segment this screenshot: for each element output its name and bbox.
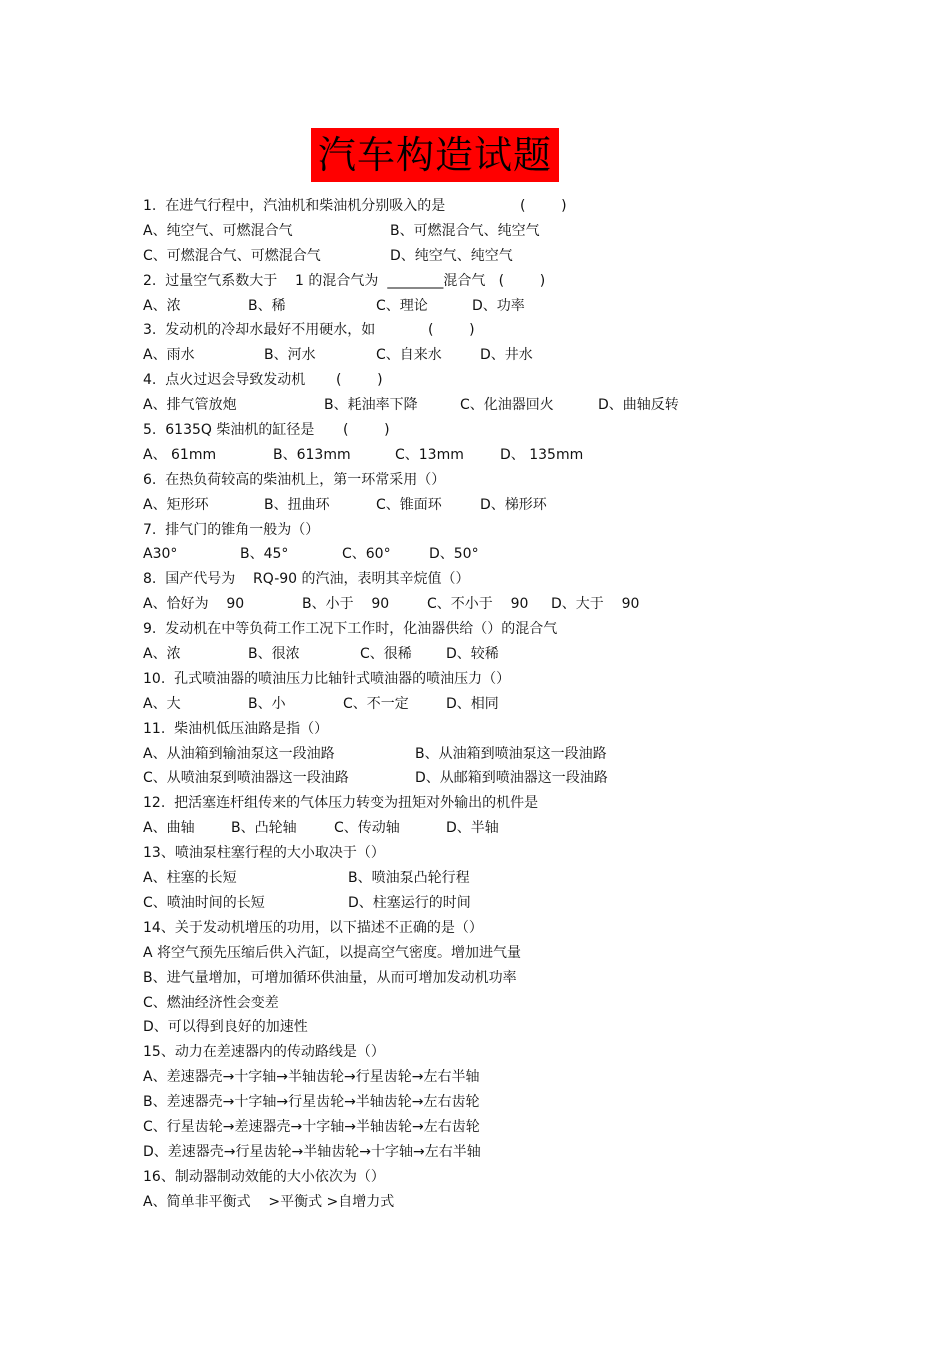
line-segment: ( ): [428, 322, 475, 339]
line-segment: ( ): [343, 422, 390, 439]
text-line: [143, 791, 803, 816]
line-segment: 11. 柴油机低压油路是指（）: [143, 720, 329, 737]
line-segment: C、理论: [376, 297, 428, 314]
line-segment: B、小于 90: [302, 596, 390, 613]
line-segment: A、 61mm: [143, 446, 217, 463]
text-line: [143, 244, 803, 269]
line-segment: D、 135mm: [500, 446, 584, 463]
line-segment: B、耗油率下降: [324, 397, 418, 414]
line-segment: C、不小于 90: [427, 596, 529, 613]
text-line: [143, 617, 803, 642]
line-segment: 9. 发动机在中等负荷工作工况下工作时，化油器供给（）的混合气: [143, 621, 558, 638]
line-segment: B、很浓: [248, 646, 300, 663]
line-segment: C、燃油经济性会变差: [143, 994, 279, 1011]
text-line: [143, 667, 803, 692]
text-line: [143, 1040, 803, 1065]
line-segment: A、简单非平衡式 >平衡式 >自增力式: [143, 1193, 395, 1210]
line-segment: C、化油器回火: [460, 397, 554, 414]
line-segment: A、柱塞的长短: [143, 870, 237, 887]
text-line: [143, 194, 803, 219]
line-segment: A、浓: [143, 297, 181, 314]
line-segment: C、很稀: [360, 646, 412, 663]
line-segment: ( ): [520, 198, 567, 214]
line-segment: D、差速器壳→行星齿轮→半轴齿轮→十字轴→左右半轴: [143, 1143, 481, 1160]
line-segment: D、功率: [472, 297, 525, 314]
text-line: [143, 443, 803, 468]
text-line: [143, 468, 803, 493]
line-segment: 14、关于发动机增压的功用，以下描述不正确的是（）: [143, 919, 483, 936]
line-segment: 1. 在进气行程中，汽油机和柴油机分别吸入的是: [143, 198, 446, 214]
line-segment: 4. 点火过迟会导致发动机: [143, 372, 306, 389]
line-segment: B、可燃混合气、纯空气: [390, 222, 540, 239]
text-line: [143, 567, 803, 592]
line-segment: B、613mm: [273, 446, 351, 463]
text-line: [143, 642, 803, 667]
line-segment: 12. 把活塞连杆组传来的气体压力转变为扭矩对外输出的机件是: [143, 795, 539, 812]
line-segment: B、喷油泵凸轮行程: [348, 870, 470, 887]
text-line: [143, 542, 803, 567]
text-line: [143, 991, 803, 1016]
line-segment: C、13mm: [395, 446, 464, 463]
line-segment: A、纯空气、可燃混合气: [143, 222, 293, 239]
line-segment: B、小: [248, 695, 286, 712]
text-line: [143, 742, 803, 767]
line-segment: A、恰好为 90: [143, 596, 245, 613]
line-segment: B、河水: [264, 347, 316, 364]
line-segment: C、传动轴: [334, 820, 400, 837]
text-line: [143, 1090, 803, 1115]
line-segment: C、喷油时间的长短: [143, 894, 265, 911]
line-segment: B、进气量增加，可增加循环供油量，从而可增加发动机功率: [143, 969, 517, 986]
line-segment: D、井水: [480, 347, 533, 364]
line-segment: D、纯空气、纯空气: [390, 247, 513, 264]
line-segment: 2. 过量空气系数大于 1 的混合气为 ________混合气 ( ): [143, 272, 546, 289]
text-line: [143, 318, 803, 343]
line-segment: D、较稀: [446, 646, 499, 663]
line-segment: D、大于 90: [551, 596, 640, 613]
line-segment: C、可燃混合气、可燃混合气: [143, 247, 321, 264]
line-segment: C、从喷油泵到喷油器这一段油路: [143, 770, 349, 787]
text-line: [143, 294, 803, 319]
line-segment: A、雨水: [143, 347, 195, 364]
title-banner: [311, 128, 559, 182]
line-segment: D、相同: [446, 695, 499, 712]
line-segment: C、自来水: [376, 347, 442, 364]
line-segment: D、半轴: [446, 820, 499, 837]
text-line: [143, 219, 803, 244]
line-segment: D、从邮箱到喷油器这一段油路: [415, 770, 608, 787]
text-line: [143, 966, 803, 991]
line-segment: A、差速器壳→十字轴→半轴齿轮→行星齿轮→左右半轴: [143, 1069, 480, 1086]
line-segment: A、浓: [143, 646, 181, 663]
line-segment: C、60°: [342, 546, 391, 563]
line-segment: D、50°: [429, 546, 479, 563]
line-segment: D、梯形环: [480, 496, 547, 513]
line-segment: ( ): [336, 372, 383, 389]
line-segment: 13、喷油泵柱塞行程的大小取决于（）: [143, 845, 385, 862]
text-line: [143, 368, 803, 393]
text-line: [143, 841, 803, 866]
text-line: [143, 393, 803, 418]
page-title: 汽车构造试题: [317, 133, 552, 177]
line-segment: 16、制动器制动效能的大小依次为（）: [143, 1168, 385, 1185]
line-segment: A30°: [143, 546, 178, 563]
line-segment: 5. 6135Q 柴油机的缸径是: [143, 422, 315, 439]
line-segment: B、稀: [248, 297, 286, 314]
line-segment: D、柱塞运行的时间: [348, 894, 471, 911]
line-segment: A、大: [143, 695, 181, 712]
line-segment: 8. 国产代号为 RQ-90 的汽油，表明其辛烷值（）: [143, 571, 470, 588]
text-line: [143, 518, 803, 543]
text-line: [143, 269, 803, 294]
text-line: [143, 692, 803, 717]
text-line: [143, 1190, 803, 1215]
text-line: [143, 1115, 803, 1140]
text-line: [143, 916, 803, 941]
line-segment: B、45°: [240, 546, 289, 563]
line-segment: A 将空气预先压缩后供入汽缸，以提高空气密度。增加进气量: [143, 944, 522, 961]
text-line: [143, 1065, 803, 1090]
line-segment: D、可以得到良好的加速性: [143, 1019, 308, 1036]
text-line: [143, 1015, 803, 1040]
text-line: [143, 592, 803, 617]
line-segment: A、矩形环: [143, 496, 209, 513]
text-line: [143, 866, 803, 891]
line-segment: C、锥面环: [376, 496, 442, 513]
text-line: [143, 816, 803, 841]
question-list: [143, 194, 803, 1215]
text-line: [143, 493, 803, 518]
line-segment: B、扭曲环: [264, 496, 330, 513]
line-segment: 7. 排气门的锥角一般为（）: [143, 521, 320, 538]
text-line: [143, 717, 803, 742]
text-line: [143, 891, 803, 916]
line-segment: C、行星齿轮→差速器壳→十字轴→半轴齿轮→左右齿轮: [143, 1118, 480, 1135]
line-segment: A、从油箱到输油泵这一段油路: [143, 745, 335, 762]
line-segment: B、凸轮轴: [231, 820, 297, 837]
text-line: [143, 1140, 803, 1165]
line-segment: D、曲轴反转: [598, 397, 679, 414]
line-segment: C、不一定: [343, 695, 409, 712]
line-segment: A、曲轴: [143, 820, 195, 837]
text-line: [143, 766, 803, 791]
line-segment: 6. 在热负荷较高的柴油机上，第一环常采用（）: [143, 471, 446, 488]
text-line: [143, 1165, 803, 1190]
line-segment: 3. 发动机的冷却水最好不用硬水，如: [143, 322, 376, 339]
line-segment: 10. 孔式喷油器的喷油压力比轴针式喷油器的喷油压力（）: [143, 670, 511, 687]
text-line: [143, 343, 803, 368]
line-segment: 15、动力在差速器内的传动路线是（）: [143, 1044, 385, 1061]
line-segment: B、从油箱到喷油泵这一段油路: [415, 745, 607, 762]
line-segment: B、差速器壳→十字轴→行星齿轮→半轴齿轮→左右齿轮: [143, 1094, 480, 1111]
line-segment: A、排气管放炮: [143, 397, 237, 414]
text-line: [143, 418, 803, 443]
text-line: [143, 941, 803, 966]
